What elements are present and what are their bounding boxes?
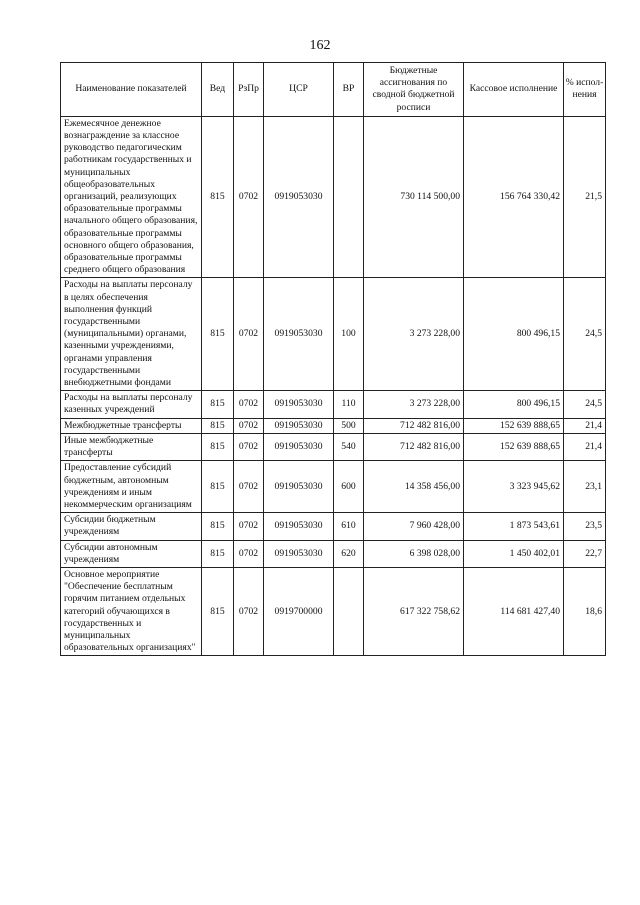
table-row — [61, 461, 606, 513]
cell-rzpr: 0702 — [234, 418, 264, 433]
cell-name: Расходы на выплаты персоналу в целях обеспечения выполнения функций государственными (муниципальными) органами, казенными учреждениями, органами управления государственными внебюджетными фондами — [61, 278, 202, 391]
header-rzpr: РзПр — [234, 63, 264, 117]
cell-pct: 21,4 — [564, 433, 606, 460]
cell-ved: 815 — [202, 278, 234, 391]
cell-vr: 620 — [334, 540, 364, 567]
cell-name: Ежемесячное денежное вознаграждение за классное руководство педагогическим работникам государственных и муниципальных общеобразовательных организаций, реализующих образовательные программы начального общего образования, образовательные программы основного общего образования, образовательные программы среднего общего образования — [61, 116, 202, 278]
table-row — [61, 116, 606, 278]
cell-ved: 815 — [202, 513, 234, 540]
cell-ved: 815 — [202, 567, 234, 655]
cell-csr: 0919700000 — [264, 567, 334, 655]
table-header-row — [61, 63, 606, 117]
cell-vr: 110 — [334, 391, 364, 418]
cell-cash: 800 496,15 — [464, 278, 564, 391]
cell-rzpr: 0702 — [234, 116, 264, 278]
cell-ved: 815 — [202, 116, 234, 278]
cell-vr: 100 — [334, 278, 364, 391]
budget-execution-table — [60, 62, 606, 656]
cell-budget: 3 273 228,00 — [364, 278, 464, 391]
header-ved: Вед — [202, 63, 234, 117]
cell-name: Предоставление субсидий бюджетным, автономным учреждениям и иным некоммерческим организациям — [61, 461, 202, 513]
cell-budget: 712 482 816,00 — [364, 433, 464, 460]
cell-name: Иные межбюджетные трансферты — [61, 433, 202, 460]
cell-csr: 0919053030 — [264, 513, 334, 540]
header-vr: ВР — [334, 63, 364, 117]
table-row — [61, 391, 606, 418]
table-row — [61, 433, 606, 460]
cell-csr: 0919053030 — [264, 418, 334, 433]
cell-pct: 24,5 — [564, 391, 606, 418]
cell-csr: 0919053030 — [264, 540, 334, 567]
header-csr: ЦСР — [264, 63, 334, 117]
cell-name: Межбюджетные трансферты — [61, 418, 202, 433]
cell-rzpr: 0702 — [234, 567, 264, 655]
cell-budget: 6 398 028,00 — [364, 540, 464, 567]
cell-pct: 18,6 — [564, 567, 606, 655]
cell-budget: 712 482 816,00 — [364, 418, 464, 433]
cell-csr: 0919053030 — [264, 116, 334, 278]
cell-vr: 600 — [334, 461, 364, 513]
cell-budget: 3 273 228,00 — [364, 391, 464, 418]
cell-cash: 3 323 945,62 — [464, 461, 564, 513]
cell-rzpr: 0702 — [234, 391, 264, 418]
cell-pct: 22,7 — [564, 540, 606, 567]
cell-budget: 14 358 456,00 — [364, 461, 464, 513]
cell-rzpr: 0702 — [234, 461, 264, 513]
table-row — [61, 540, 606, 567]
cell-name: Субсидии бюджетным учреждениям — [61, 513, 202, 540]
cell-budget: 7 960 428,00 — [364, 513, 464, 540]
cell-vr — [334, 567, 364, 655]
table-row — [61, 567, 606, 655]
table-row — [61, 513, 606, 540]
cell-budget: 730 114 500,00 — [364, 116, 464, 278]
cell-name: Расходы на выплаты персоналу казенных учреждений — [61, 391, 202, 418]
cell-ved: 815 — [202, 461, 234, 513]
header-name: Наименование показателей — [61, 63, 202, 117]
cell-cash: 152 639 888,65 — [464, 433, 564, 460]
cell-cash: 800 496,15 — [464, 391, 564, 418]
cell-csr: 0919053030 — [264, 433, 334, 460]
cell-vr: 500 — [334, 418, 364, 433]
cell-rzpr: 0702 — [234, 540, 264, 567]
header-budget: Бюджетные ассигнования по сводной бюджетной росписи — [364, 63, 464, 117]
cell-csr: 0919053030 — [264, 278, 334, 391]
cell-rzpr: 0702 — [234, 278, 264, 391]
cell-pct: 23,1 — [564, 461, 606, 513]
cell-pct: 21,5 — [564, 116, 606, 278]
header-pct: % испол-нения — [564, 63, 606, 117]
cell-csr: 0919053030 — [264, 461, 334, 513]
cell-cash: 114 681 427,40 — [464, 567, 564, 655]
cell-vr: 540 — [334, 433, 364, 460]
table-row — [61, 278, 606, 391]
cell-ved: 815 — [202, 540, 234, 567]
cell-ved: 815 — [202, 433, 234, 460]
cell-pct: 24,5 — [564, 278, 606, 391]
cell-pct: 23,5 — [564, 513, 606, 540]
cell-vr — [334, 116, 364, 278]
cell-cash: 1 450 402,01 — [464, 540, 564, 567]
cell-budget: 617 322 758,62 — [364, 567, 464, 655]
cell-rzpr: 0702 — [234, 513, 264, 540]
table-row — [61, 418, 606, 433]
cell-name: Основное мероприятие "Обеспечение бесплатным горячим питанием отдельных категорий обучающихся в государственных и муниципальных образовательных организациях" — [61, 567, 202, 655]
cell-cash: 1 873 543,61 — [464, 513, 564, 540]
cell-rzpr: 0702 — [234, 433, 264, 460]
cell-pct: 21,4 — [564, 418, 606, 433]
cell-cash: 156 764 330,42 — [464, 116, 564, 278]
page-number: 162 — [309, 38, 331, 53]
cell-cash: 152 639 888,65 — [464, 418, 564, 433]
cell-ved: 815 — [202, 391, 234, 418]
cell-vr: 610 — [334, 513, 364, 540]
cell-ved: 815 — [202, 418, 234, 433]
header-cash: Кассовое исполнение — [464, 63, 564, 117]
cell-name: Субсидии автономным учреждениям — [61, 540, 202, 567]
cell-csr: 0919053030 — [264, 391, 334, 418]
